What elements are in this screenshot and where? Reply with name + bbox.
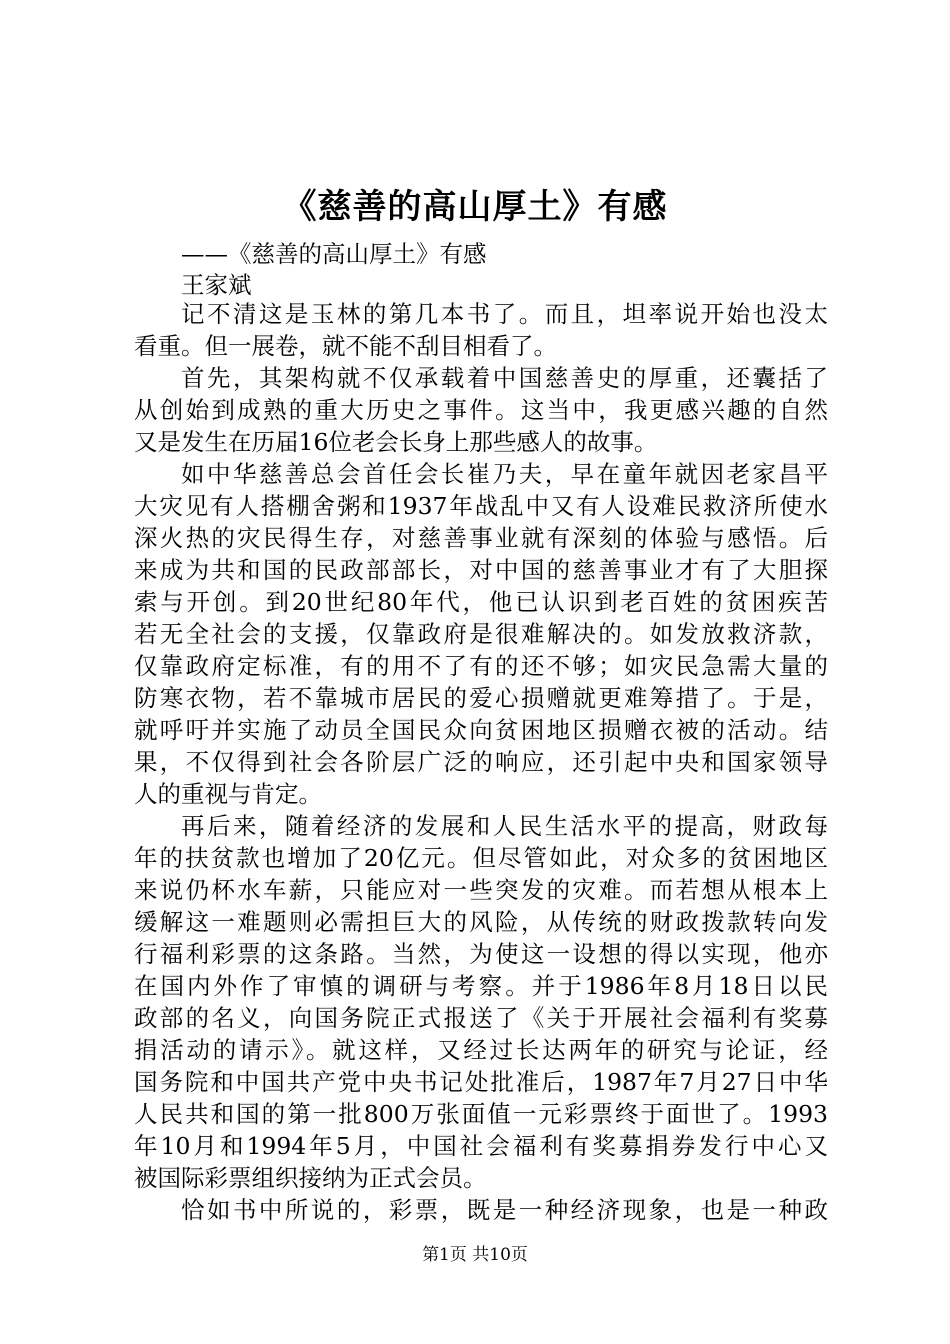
- paragraph-line: 从创始到成熟的重大历史之事件。这当中，我更感兴趣的自然: [134, 396, 828, 424]
- paragraph-line: 再后来，随着经济的发展和人民生活水平的提高，财政每: [181, 812, 828, 840]
- page-number-footer: 第1页 共10页: [422, 1245, 528, 1265]
- paragraph-line: 缓解这一难题则必需担巨大的风险，从传统的财政拨款转向发: [134, 908, 828, 936]
- paragraph-line: 年的扶贫款也增加了20亿元。但尽管如此，对众多的贫困地区: [134, 844, 828, 872]
- paragraph-line: 捐活动的请示》。就这样，又经过长达两年的研究与论证，经: [134, 1036, 828, 1064]
- paragraph-line: 如中华慈善总会首任会长崔乃夫，早在童年就因老家昌平: [181, 460, 828, 488]
- paragraph-line: 又是发生在历届16位老会长身上那些感人的故事。: [134, 428, 658, 456]
- paragraph-line: 来成为共和国的民政部部长，对中国的慈善事业才有了大胆探: [134, 556, 828, 584]
- paragraph-line: 年10月和1994年5月，中国社会福利有奖募捐券发行中心又: [134, 1132, 828, 1160]
- paragraph-line: 果，不仅得到社会各阶层广泛的响应，还引起中央和国家领导: [134, 748, 828, 776]
- paragraph-line: 来说仍杯水车薪，只能应对一些突发的灾难。而若想从根本上: [134, 876, 828, 904]
- paragraph-line: 索与开创。到20世纪80年代，他已认识到老百姓的贫困疾苦: [134, 588, 828, 616]
- paragraph-line: 若无全社会的支援，仅靠政府是很难解决的。如发放救济款，: [134, 620, 828, 648]
- document-author: 王家斌: [181, 271, 252, 299]
- paragraph-line: 首先，其架构就不仅承载着中国慈善史的厚重，还囊括了: [181, 364, 828, 392]
- paragraph-line: 大灾见有人搭棚舍粥和1937年战乱中又有人设难民救济所使水: [134, 492, 828, 520]
- paragraph-line: 仅靠政府定标准，有的用不了有的还不够；如灾民急需大量的: [134, 652, 828, 680]
- paragraph-line: 看重。但一展卷，就不能不刮目相看了。: [134, 332, 557, 360]
- paragraph-line: 就呼吁并实施了动员全国民众向贫困地区损赠衣被的活动。结: [134, 716, 828, 744]
- paragraph-line: 人民共和国的第一批800万张面值一元彩票终于面世了。1993: [134, 1100, 828, 1128]
- paragraph-line: 行福利彩票的这条路。当然，为使这一设想的得以实现，他亦: [134, 940, 828, 968]
- paragraph-line: 政部的名义，向国务院正式报送了《关于开展社会福利有奖募: [134, 1004, 828, 1032]
- document-title: 《慈善的高山厚土》有感: [282, 187, 668, 227]
- paragraph-line: 防寒衣物，若不靠城市居民的爱心损赠就更难筹措了。于是，: [134, 684, 828, 712]
- paragraph-line: 人的重视与肯定。: [134, 780, 322, 808]
- paragraph-line: 深火热的灾民得生存，对慈善事业就有深刻的体验与感悟。后: [134, 524, 828, 552]
- paragraph-line: 记不清这是玉林的第几本书了。而且，坦率说开始也没太: [181, 300, 828, 328]
- paragraph-line: 在国内外作了审慎的调研与考察。并于1986年8月18日以民: [134, 972, 828, 1000]
- paragraph-line: 恰如书中所说的，彩票，既是一种经济现象，也是一种政: [181, 1196, 828, 1224]
- paragraph-line: 被国际彩票组织接纳为正式会员。: [134, 1164, 487, 1192]
- document-subtitle: ——《慈善的高山厚土》有感: [181, 240, 487, 268]
- paragraph-line: 国务院和中国共产党中央书记处批准后，1987年7月27日中华: [134, 1068, 828, 1096]
